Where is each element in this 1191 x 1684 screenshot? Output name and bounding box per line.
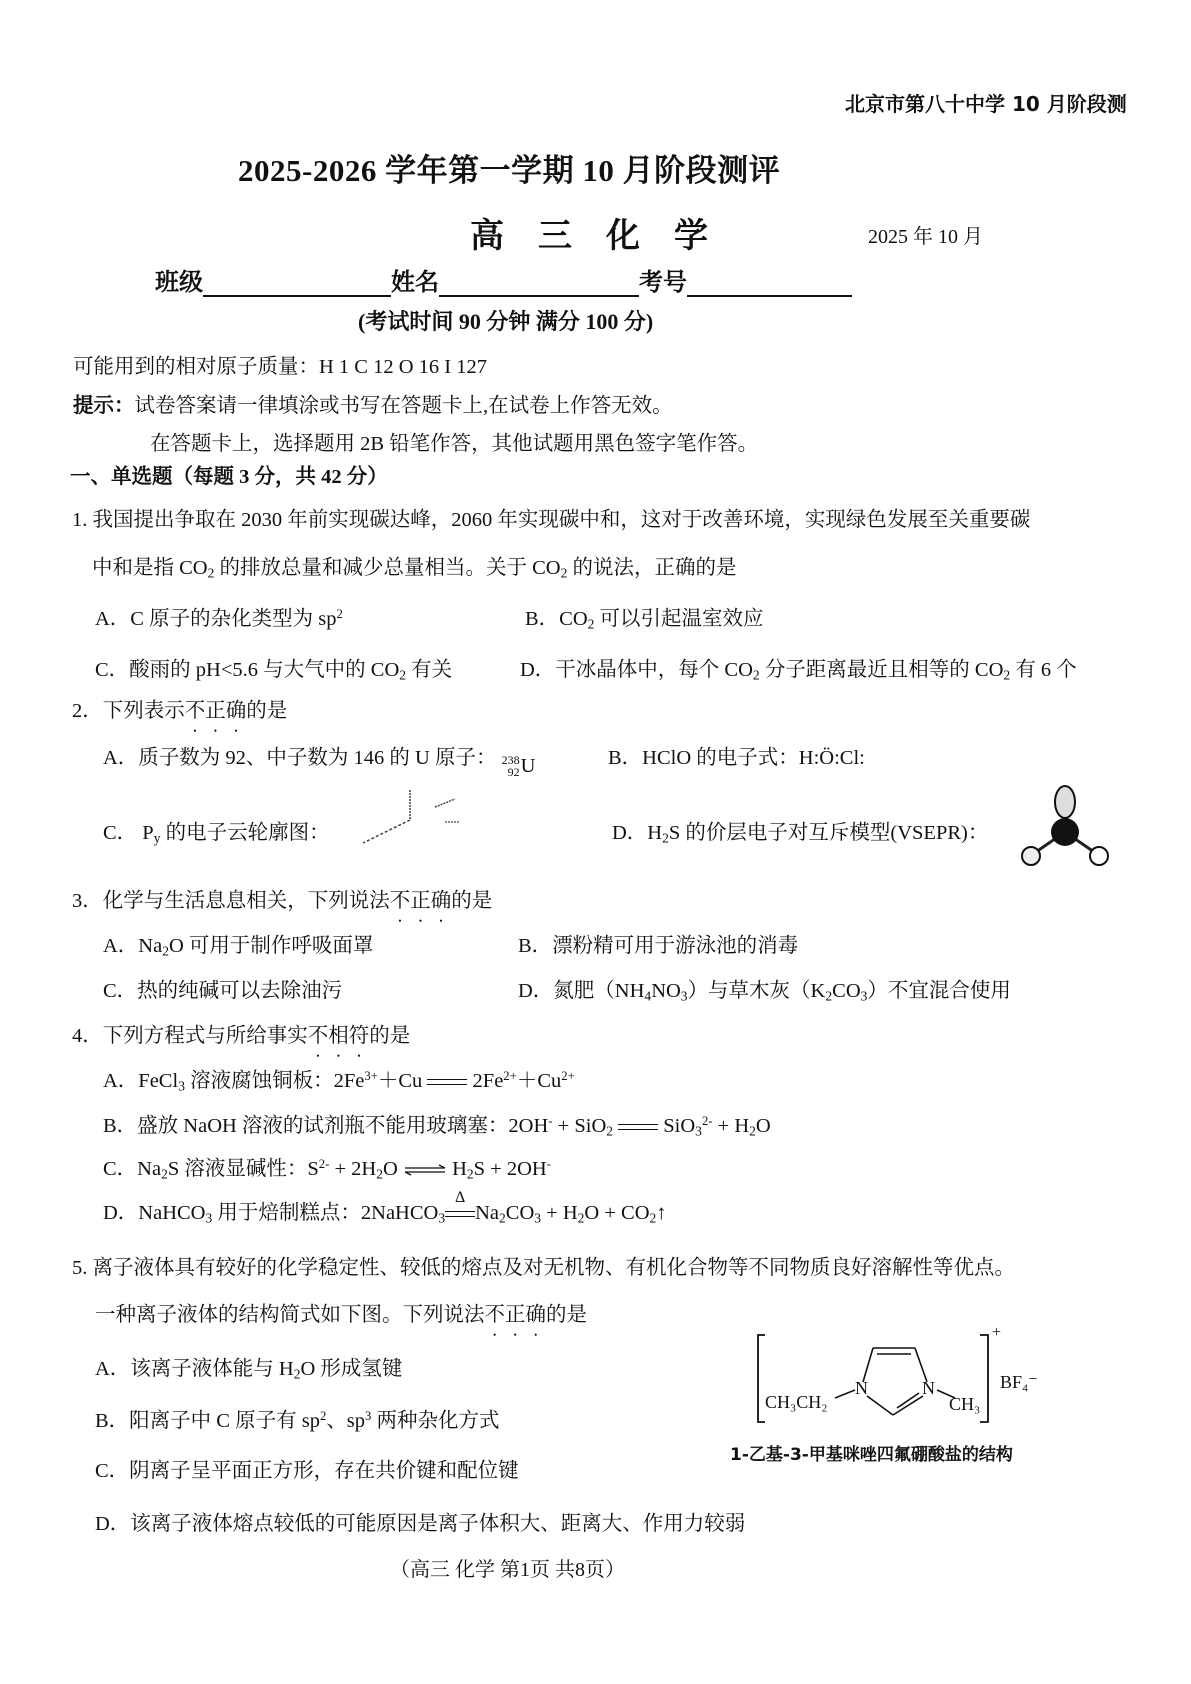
option-text: S + 2OH xyxy=(473,1158,547,1180)
subscript: 3 xyxy=(534,1210,542,1226)
option-text: 分子距离最近且相等的 CO xyxy=(759,659,1004,681)
reversible-arrow-icon xyxy=(403,1164,447,1176)
q5-option-d[interactable]: D．该离子液体熔点较低的可能原因是离子体积大、距离大、作用力较弱 xyxy=(95,1513,746,1535)
q5-option-a[interactable] xyxy=(95,1351,402,1382)
option-text: ＋Cu xyxy=(377,1070,423,1092)
subscript: 2 xyxy=(162,943,169,959)
option-text: A．FeCl xyxy=(103,1070,179,1092)
emphasis-char: 正 xyxy=(205,700,226,722)
superscript: 3+ xyxy=(364,1069,378,1084)
option-text: 、sp xyxy=(326,1410,366,1432)
heating-equals-sign xyxy=(445,1189,475,1219)
q2-stem xyxy=(72,693,287,723)
emphasis-char: 符 xyxy=(348,1025,370,1047)
py-orbital-diagram xyxy=(355,785,475,855)
q3-option-c[interactable]: C．热的纯碱可以去除油污 xyxy=(103,980,343,1002)
subscript: 3 xyxy=(178,1078,185,1094)
subscript: 2 xyxy=(587,616,595,632)
q5-stem-line-2 xyxy=(95,1297,587,1327)
q1-stem-line-2 xyxy=(92,550,737,581)
name-field[interactable] xyxy=(439,271,639,297)
option-text: 可以引起温室效应 xyxy=(594,608,764,630)
q1-stem-part: 的说法，正确的是 xyxy=(567,557,737,579)
name-label: 姓名 xyxy=(391,270,439,296)
option-text: SiO xyxy=(663,1115,696,1137)
class-label: 班级 xyxy=(155,270,203,296)
option-text: ）不宜混合使用 xyxy=(867,980,1011,1002)
q1-stem-part: 中和是指 CO xyxy=(92,557,208,579)
figure-caption: 1-乙基-3-甲基咪唑四氟硼酸盐的结构 xyxy=(730,1445,1013,1465)
school-header: 北京市第八十中学 10 月阶段测 xyxy=(845,92,1127,116)
option-text: ）与草木灰（K xyxy=(687,980,826,1002)
option-text: B．阳离子中 C 原子有 sp xyxy=(95,1410,320,1432)
q2-option-c[interactable] xyxy=(103,815,330,846)
option-text: A．该离子液体能与 H xyxy=(95,1358,294,1380)
subscript: 2 xyxy=(293,1366,301,1382)
subscript: 2 xyxy=(1003,667,1011,683)
option-text: + 2H xyxy=(329,1158,377,1180)
exam-info: (考试时间 90 分钟 满分 100 分) xyxy=(358,309,654,334)
option-text: + SiO xyxy=(552,1115,607,1137)
subscript: 2 xyxy=(207,565,215,581)
option-text: O 形成氢键 xyxy=(300,1358,403,1380)
emphasis-char: 不 xyxy=(484,1304,505,1326)
option-text: O xyxy=(383,1158,398,1180)
hint-line-2: 在答题卡上，选择题用 2B 铅笔作答，其他试题用黑色签字笔作答。 xyxy=(150,433,759,455)
option-text: C．酸雨的 pH<5.6 与大气中的 CO xyxy=(95,659,400,681)
emphasis-char: 确 xyxy=(430,890,452,912)
hint-text-1: 试卷答案请一律填涂或书写在答题卡上,在试卷上作答无效。 xyxy=(134,395,673,417)
q3-option-a[interactable] xyxy=(103,928,373,959)
emphasis-char: 不 xyxy=(184,700,206,722)
electron-formula: H:Ö:Cl: xyxy=(798,747,865,769)
section-title: 一、单选题（每题 3 分，共 42 分） xyxy=(70,466,388,488)
option-text: D．干冰晶体中，每个 CO xyxy=(520,659,753,681)
stem-text: 的是 xyxy=(246,700,288,722)
option-text: O xyxy=(755,1115,771,1137)
atomic-mass-note: 可能用到的相对原子质量：H 1 C 12 O 16 I 127 xyxy=(73,356,487,378)
superscript: - xyxy=(548,1114,553,1129)
q1-option-b[interactable] xyxy=(525,601,764,632)
option-text: CO xyxy=(832,980,861,1002)
emphasis-char: 不 xyxy=(389,890,411,912)
subscript: 4 xyxy=(644,988,652,1004)
option-text: O 可用于制作呼吸面罩 xyxy=(168,935,374,957)
subscript: 2 xyxy=(649,1210,657,1226)
gas-arrow: ↑ xyxy=(656,1202,667,1224)
q4-option-c[interactable] xyxy=(103,1151,551,1182)
superscript: 2 xyxy=(336,607,343,622)
q1-stem-line-1: 1. 我国提出争取在 2030 年前实现碳达峰，2060 年实现碳中和，这对于改善环境，实现绿色发展至关重要碳 xyxy=(72,509,1031,531)
q2-option-d[interactable] xyxy=(612,815,988,846)
q5-stem-line-1: 5. 离子液体具有较好的化学稳定性、较低的熔点及对无机物、有机化合物等不同物质良好溶解性等优点。 xyxy=(72,1257,1015,1279)
q1-stem-part: 的排放总量和减少总量相当。关于 CO xyxy=(214,557,561,579)
option-text: H xyxy=(452,1158,467,1180)
stem-text: 2．下列表示 xyxy=(72,700,185,722)
superscript: - xyxy=(546,1157,551,1172)
stem-text: 一种离子液体的结构简式如下图。下列说法 xyxy=(95,1304,485,1326)
option-text: 的电子云轮廓图： xyxy=(160,822,330,844)
subscript: 3 xyxy=(438,1210,446,1226)
q4-option-d[interactable] xyxy=(103,1189,667,1226)
emphasis-char: 相 xyxy=(328,1025,349,1047)
id-label: 考号 xyxy=(639,270,687,296)
ionic-liquid-structure xyxy=(730,1324,1075,1470)
subscript: 2 xyxy=(499,1210,506,1226)
subscript: 2 xyxy=(577,1210,585,1226)
option-text: NO xyxy=(651,980,681,1002)
emphasis-char: 确 xyxy=(525,1304,546,1326)
option-text: + H xyxy=(712,1115,750,1137)
option-text: B．CO xyxy=(525,608,588,630)
atomic-number: 92 xyxy=(507,765,520,779)
option-text: A．质子数为 92、中子数为 146 的 U 原子： xyxy=(103,747,497,769)
left-substituent: CH₃CH₂ xyxy=(765,1392,828,1412)
q3-stem xyxy=(72,883,492,913)
option-text: + H xyxy=(541,1202,578,1224)
stem-text: 4．下列方程式与所给事实 xyxy=(72,1025,308,1047)
q2-option-b[interactable] xyxy=(608,740,865,770)
superscript: 2 xyxy=(319,1409,327,1424)
superscript: 2- xyxy=(318,1157,330,1172)
hint-line-1 xyxy=(73,388,673,418)
subscript: 2 xyxy=(161,1166,168,1182)
equals-sign xyxy=(618,1122,658,1132)
subscript: 2 xyxy=(606,1123,614,1139)
q5-option-b[interactable] xyxy=(95,1403,500,1433)
mass-number: 238 xyxy=(501,753,520,767)
student-info-row xyxy=(155,262,852,297)
q3-option-b[interactable]: B．漂粉精可用于游泳池的消毒 xyxy=(518,935,799,957)
option-text: A．Na xyxy=(103,935,163,957)
subscript: y xyxy=(153,830,161,846)
exam-title: 2025-2026 学年第一学期 10 月阶段测评 xyxy=(238,153,781,188)
exam-date: 2025 年 10 月 xyxy=(868,226,983,248)
option-text: D．NaHCO xyxy=(103,1202,206,1224)
superscript: 3 xyxy=(365,1409,372,1424)
option-text: B．盛放 NaOH 溶液的试剂瓶不能用玻璃塞：2OH xyxy=(103,1115,549,1137)
option-text: 两种杂化方式 xyxy=(371,1410,500,1432)
q4-option-a[interactable] xyxy=(103,1063,575,1094)
option-text: D．氮肥（NH xyxy=(518,980,645,1002)
q3-option-d[interactable] xyxy=(518,973,1011,1004)
element-symbol: U xyxy=(520,754,536,777)
q4-option-b[interactable] xyxy=(103,1108,771,1139)
hint-label: 提示： xyxy=(73,395,135,417)
q1-option-d[interactable] xyxy=(520,652,1077,683)
subscript: 3 xyxy=(695,1123,702,1139)
equals-sign xyxy=(427,1077,467,1087)
q5-option-c[interactable]: C．阴离子呈平面正方形，存在共价键和配位键 xyxy=(95,1460,519,1482)
option-text: 用于焙制糕点：2NaHCO xyxy=(212,1202,439,1224)
subscript: 3 xyxy=(680,988,688,1004)
option-text: S 溶液显碱性：S xyxy=(167,1158,319,1180)
q1-option-a[interactable] xyxy=(95,601,343,631)
superscript: 2+ xyxy=(503,1069,517,1084)
subscript: 2 xyxy=(560,565,568,581)
subscript: 2 xyxy=(399,667,407,683)
stem-text: 的是 xyxy=(546,1304,587,1326)
subscript: 2 xyxy=(466,1166,474,1182)
option-text: ＋Cu xyxy=(516,1070,562,1092)
cation-charge: + xyxy=(992,1324,1002,1341)
atom-n-right: N xyxy=(922,1378,935,1398)
subscript: 3 xyxy=(860,988,868,1004)
option-text: B．HClO 的电子式： xyxy=(608,747,799,769)
right-substituent: CH₃ xyxy=(949,1394,981,1414)
subscript: 2 xyxy=(752,667,760,683)
subscript: 2 xyxy=(749,1123,756,1139)
subscript: 2 xyxy=(376,1166,384,1182)
option-text: 2Fe xyxy=(472,1070,504,1092)
option-text: C．Na xyxy=(103,1158,162,1180)
class-field[interactable] xyxy=(203,271,391,297)
q1-option-c[interactable] xyxy=(95,652,452,683)
option-text: A．C 原子的杂化类型为 sp xyxy=(95,608,337,630)
subscript: 2 xyxy=(662,830,669,846)
emphasis-char: 确 xyxy=(225,700,247,722)
page-footer: （高三 化学 第1页 共8页） xyxy=(390,1559,625,1581)
stem-text: 3．化学与生活息息相关，下列说法 xyxy=(72,890,390,912)
option-text: O + CO xyxy=(584,1202,650,1224)
option-text: 溶液腐蚀铜板：2Fe xyxy=(184,1070,365,1092)
option-text: 有 6 个 xyxy=(1010,659,1077,681)
superscript: 2- xyxy=(701,1114,713,1129)
subscript: 2 xyxy=(825,988,833,1004)
option-text: C． P xyxy=(103,822,154,844)
emphasis-char: 正 xyxy=(505,1304,526,1326)
vsepr-model-icon xyxy=(1015,782,1115,872)
stem-text: 的是 xyxy=(451,890,493,912)
emphasis-char: 正 xyxy=(410,890,431,912)
anion-formula: BF₄⁻ xyxy=(1000,1372,1038,1392)
option-text: CO xyxy=(505,1202,535,1224)
isotope-notation xyxy=(502,754,536,778)
q4-stem xyxy=(72,1018,410,1048)
delta-symbol: Δ xyxy=(454,1189,466,1207)
stem-text: 的是 xyxy=(369,1025,411,1047)
option-text: Na xyxy=(475,1202,499,1224)
q2-option-a[interactable] xyxy=(103,740,535,778)
subscript: 3 xyxy=(205,1210,213,1226)
option-text: 有关 xyxy=(406,659,453,681)
option-text: D．H xyxy=(612,822,663,844)
emphasis-char: 不 xyxy=(307,1025,329,1047)
superscript: 2+ xyxy=(561,1069,575,1084)
option-text: S 的价层电子对互斥模型(VSEPR)： xyxy=(668,822,989,844)
subject-title: 高三化学 xyxy=(470,218,742,255)
atom-n-left: N xyxy=(855,1378,868,1398)
id-field[interactable] xyxy=(687,271,852,297)
